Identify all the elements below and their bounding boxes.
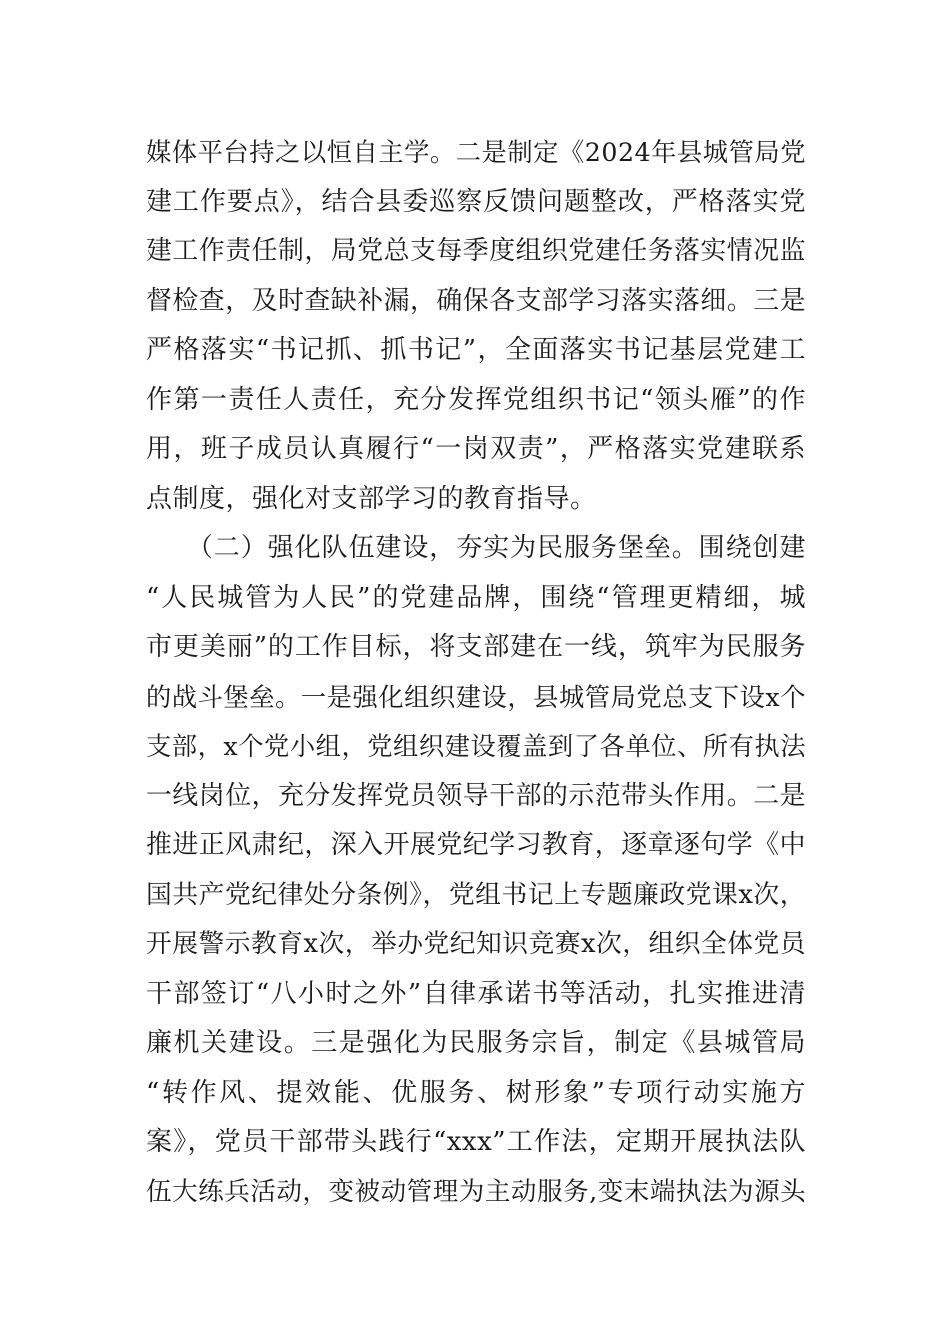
text-line: 支部，x个党小组，党组织建设覆盖到了各单位、所有执法 <box>146 732 806 761</box>
paragraph-2 <box>146 524 806 1217</box>
text-line: 点制度，强化对支部学习的教育指导。 <box>146 483 597 514</box>
text-line: 督检查，及时查缺补漏，确保各支部学习落实落细。三是 <box>146 285 806 316</box>
text-line: 伍大练兵活动，变被动管理为主动服务,变末端执法为源头 <box>146 1176 807 1207</box>
text-line: 建工作要点》，结合县委巡察反馈问题整改，严格落实党 <box>146 186 806 217</box>
text-line: 市更美丽”的工作目标，将支部建在一线，筑牢为民服务 <box>146 632 806 662</box>
text-line: 作第一责任人责任，充分发挥党组织书记“领头雁”的作 <box>146 384 806 415</box>
document-body <box>146 128 806 1217</box>
text-line: 用，班子成员认真履行“一岗双责”，严格落实党建联系 <box>146 434 806 464</box>
text-line: （二）强化队伍建设，夯实为民服务堡垒。围绕创建 <box>146 533 806 563</box>
text-line: 严格落实“书记抓、抓书记”，全面落实书记基层党建工 <box>146 335 806 365</box>
text-line: 廉机关建设。三是强化为民服务宗旨，制定《县城管局 <box>146 1028 806 1058</box>
text-line: 建工作责任制，局党总支每季度组织党建任务落实情况监 <box>146 236 806 266</box>
text-line: 的战斗堡垒。一是强化组织建设，县城管局党总支下设x个 <box>146 682 806 712</box>
text-line: 国共产党纪律处分条例》，党组书记上专题廉政党课x次， <box>146 879 806 910</box>
text-line: 媒体平台持之以恒自主学。二是制定《2024年县城管局党 <box>146 138 806 167</box>
text-line: 案》，党员干部带头践行“xxx”工作法，定期开展执法队 <box>146 1127 806 1157</box>
text-line: 一线岗位，充分发挥党员领导干部的示范带头作用。二是 <box>146 780 806 811</box>
text-line: “转作风、提效能、优服务、树形象”专项行动实施方 <box>146 1077 806 1108</box>
text-line: 推进正风肃纪，深入开展党纪学习教育，逐章逐句学《中 <box>146 830 806 860</box>
text-line: 开展警示教育x次，举办党纪知识竞赛x次，组织全体党员 <box>146 929 807 959</box>
text-line: 干部签订“八小时之外”自律承诺书等活动，扎实推进清 <box>146 978 806 1009</box>
text-line: “人民城管为人民”的党建品牌，围绕“管理更精细，城 <box>146 582 806 613</box>
paragraph-1 <box>146 128 806 524</box>
